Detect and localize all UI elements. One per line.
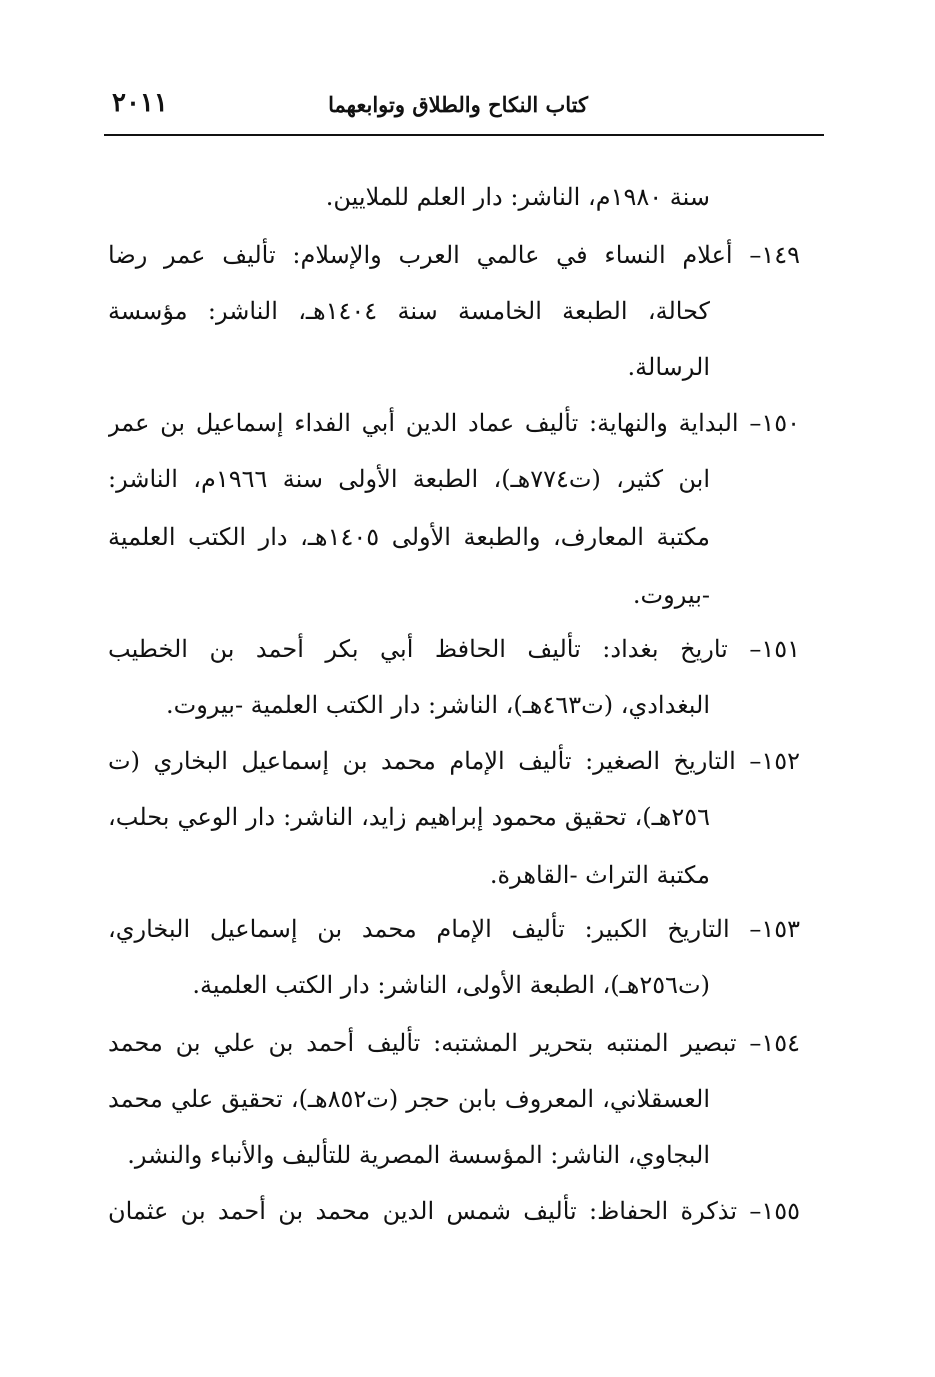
text-line: سنة ١٩٨٠م، الناشر: دار العلم للملايين.: [325, 183, 710, 211]
bibliography-list: [100, 0, 800, 1377]
entry-150-line: ١٥٠– البداية والنهاية: تأليف عماد الدين أبي الفداء إسماعيل بن عمر: [108, 409, 800, 437]
running-title: كتاب النكاح والطلاق وتوابعهما: [328, 92, 588, 117]
page-number: ٢٠١١: [112, 88, 168, 118]
text-line: الرسالة.: [627, 353, 710, 381]
text-line: العسقلاني، المعروف بابن حجر (ت٨٥٢هـ)، تحقيق علي محمد: [108, 1085, 710, 1113]
text-line: البغدادي، (ت٤٦٣هـ)، الناشر: دار الكتب العلمية -بيروت.: [165, 691, 710, 719]
text-line: (ت٢٥٦هـ)، الطبعة الأولى، الناشر: دار الكتب العلمية.: [192, 971, 710, 999]
text-line: ابن كثير، (ت٧٧٤هـ)، الطبعة الأولى سنة ١٩٦٦م، الناشر:: [108, 465, 710, 493]
text-line: كحالة، الطبعة الخامسة سنة ١٤٠٤هـ، الناشر: مؤسسة: [108, 297, 710, 325]
entry-155-line: ١٥٥– تذكرة الحفاظ: تأليف شمس الدين محمد بن أحمد بن عثمان: [108, 1197, 800, 1225]
entry-151-line: ١٥١– تاريخ بغداد: تأليف الحافظ أبي بكر أحمد بن الخطيب: [108, 635, 800, 663]
text-line: مكتبة المعارف، والطبعة الأولى ١٤٠٥هـ، دار الكتب العلمية: [108, 523, 710, 551]
text-line: مكتبة التراث -القاهرة.: [489, 861, 710, 889]
text-line: ٢٥٦هـ)، تحقيق محمود إبراهيم زايد، الناشر: دار الوعي بحلب،: [108, 803, 710, 831]
entry-149-line: ١٤٩– أعلام النساء في عالمي العرب والإسلام: تأليف عمر رضا: [108, 241, 800, 269]
entry-154-line: ١٥٤– تبصير المنتبه بتحرير المشتبه: تأليف أحمد بن علي بن محمد: [108, 1029, 800, 1057]
text-line: البجاوي، الناشر: المؤسسة المصرية للتأليف والأنباء والنشر.: [127, 1141, 710, 1169]
entry-152-line: ١٥٢– التاريخ الصغير: تأليف الإمام محمد بن إسماعيل البخاري (ت: [108, 747, 800, 775]
entry-153-line: ١٥٣– التاريخ الكبير: تأليف الإمام محمد بن إسماعيل البخاري،: [108, 915, 800, 943]
text-line: -بيروت.: [632, 581, 710, 609]
